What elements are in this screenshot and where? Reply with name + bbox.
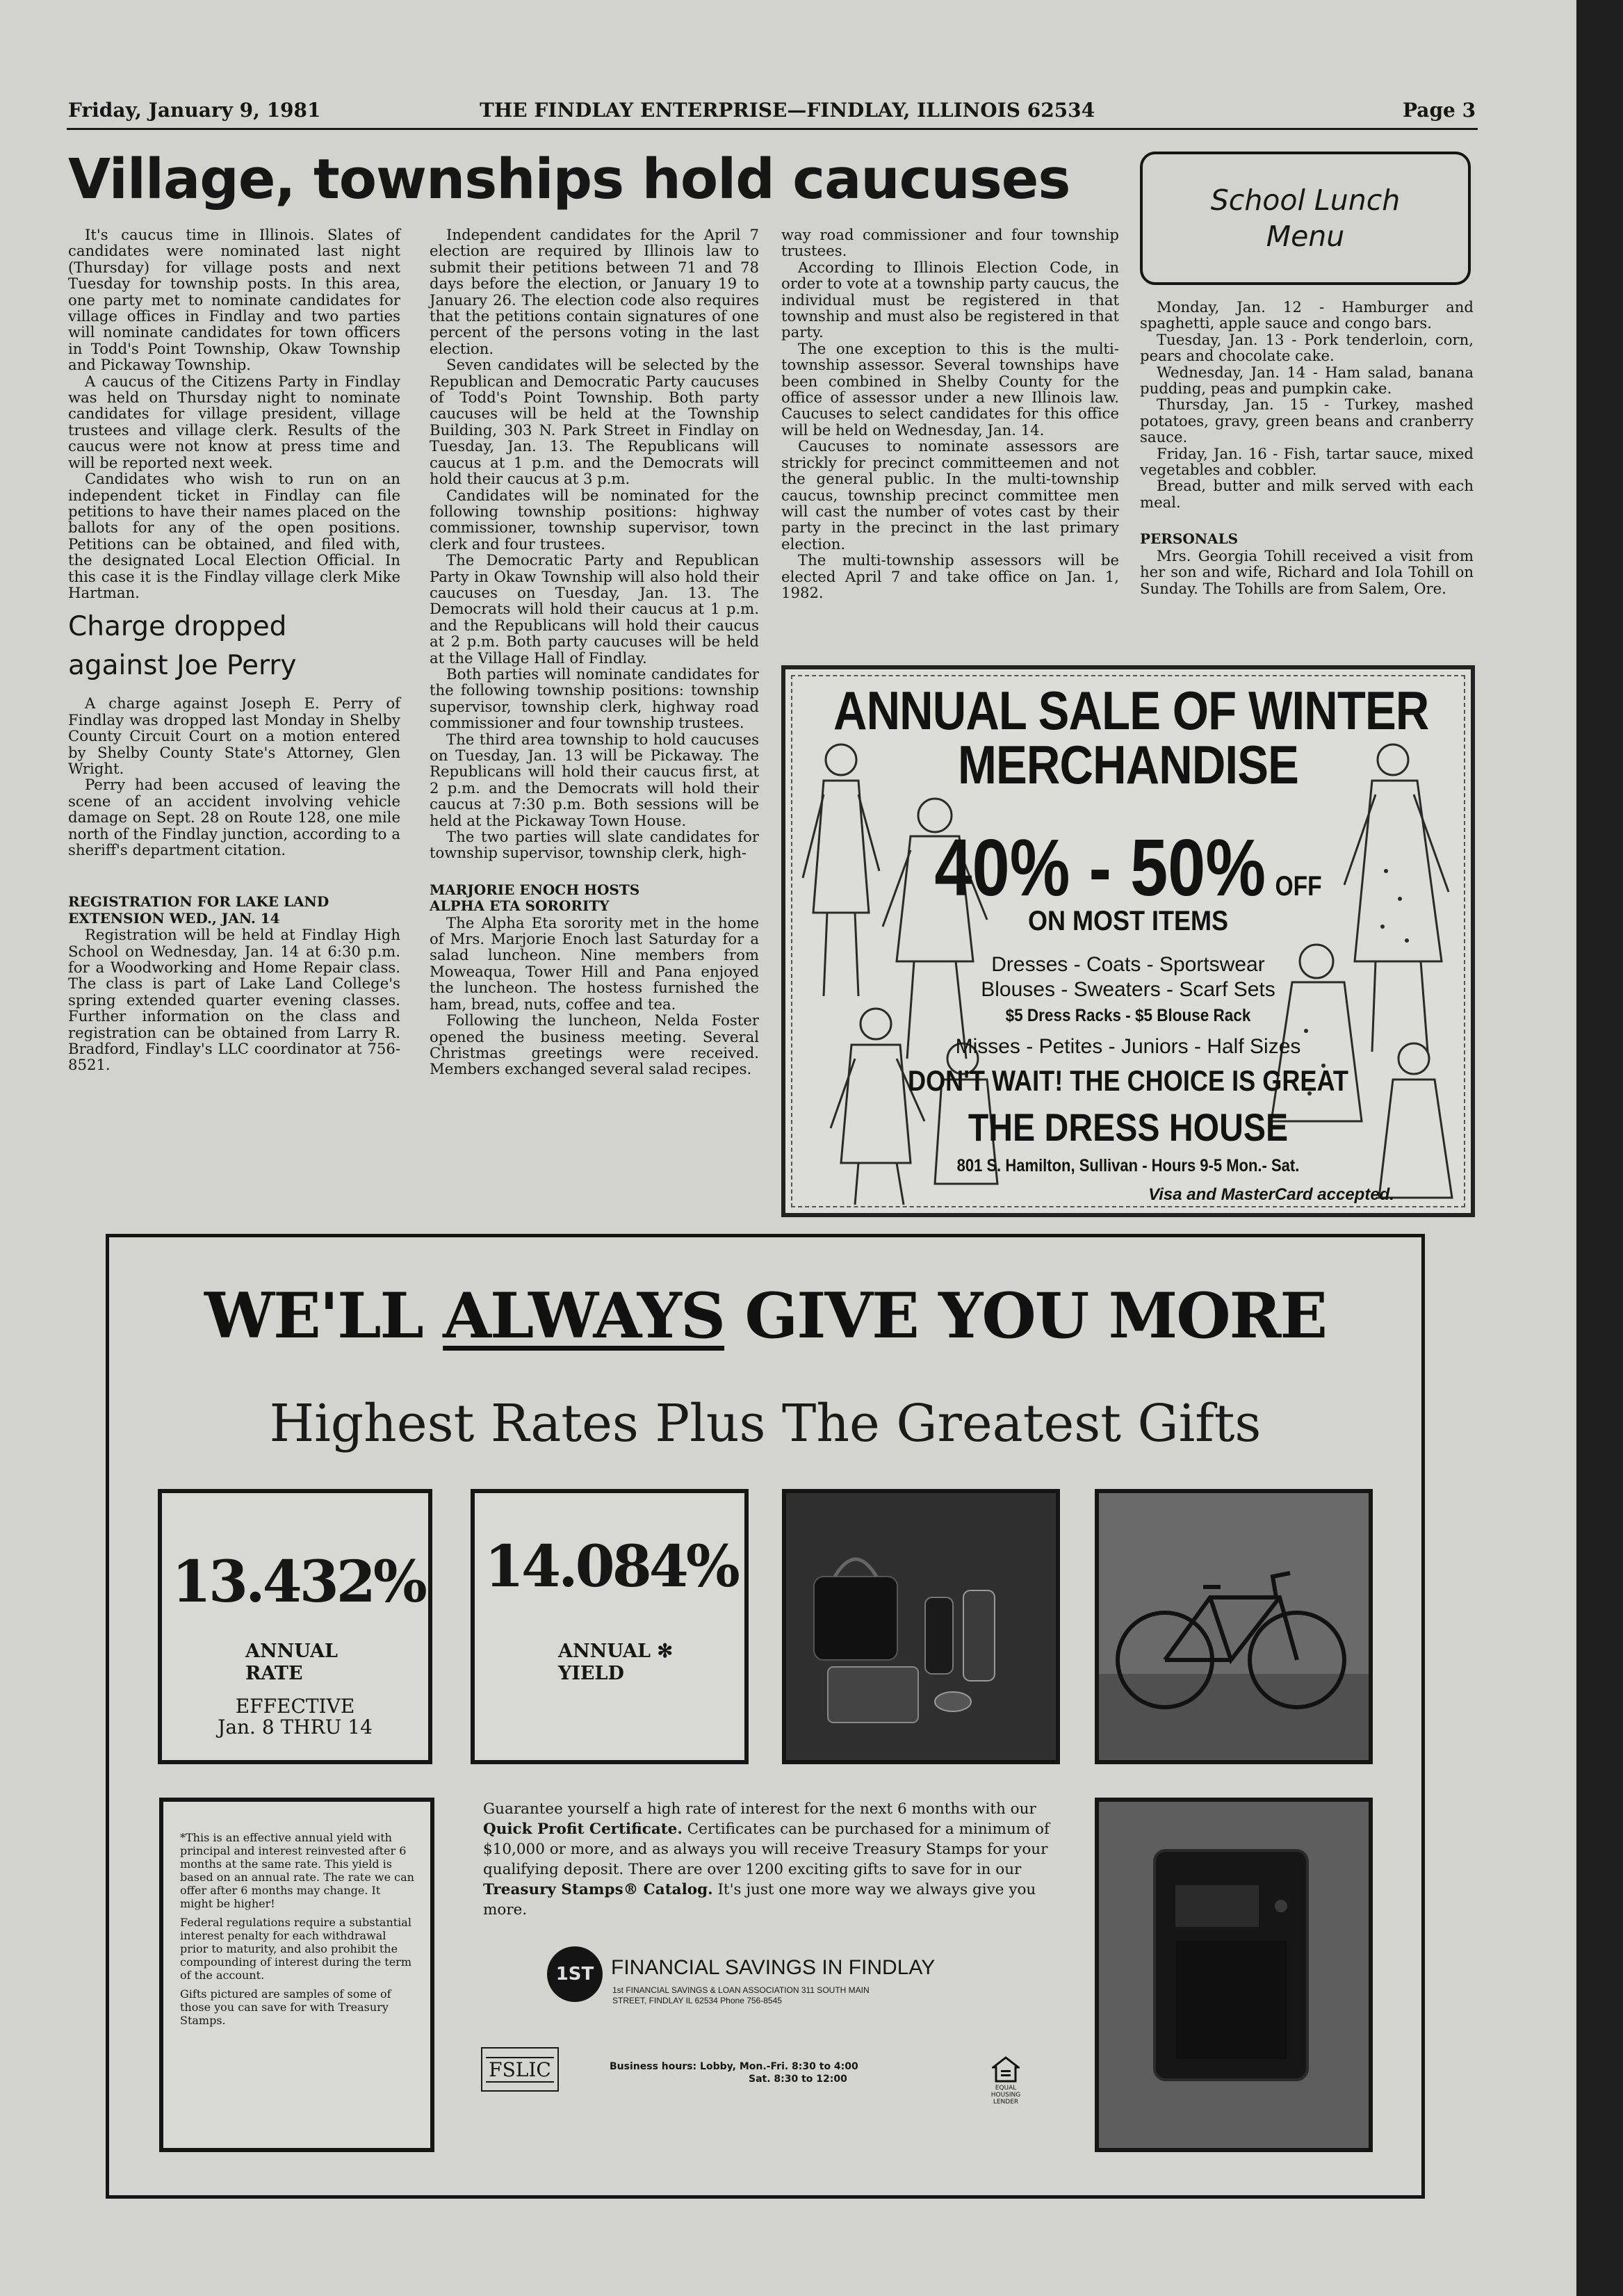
sorority-headline: MARJORIE ENOCH HOSTS ALPHA ETA SORORITY (430, 881, 640, 915)
fslic-text: FSLIC (486, 2057, 554, 2083)
fine-print (180, 1831, 416, 2033)
story-paragraph: Independent candidates for the April 7 election are required by Illinois law to submit their petitions between 71 and 78 days before the election, or January 19 to January 26. The election code also requires that the petitions contain signatures of one percent of the persons voting in the last election. (430, 226, 759, 357)
column-3 (781, 227, 1119, 601)
story-paragraph: Seven candidates will be selected by the Republican and Democratic Party caucuses of Todd's Point Township. Both party caucuses will be held at the Township Building, 303 N. Park Street in Findlay on Tuesday, Jan. 13. The Republicans will caucus at 1 p.m. and the Democrats will hold their caucus at 3 p.m. (430, 356, 759, 488)
annual-rate-box (158, 1489, 432, 1764)
story-paragraph: The multi-township assessors will be elected April 7 and take office on Jan. 1, 1982. (781, 551, 1119, 601)
dress-ad-goods-1: Dresses - Coats - Sportswear (991, 953, 1265, 976)
bank-ad-title: WE'LL ALWAYS GIVE YOU MORE (204, 1279, 1326, 1353)
menu-item: Thursday, Jan. 15 - Turkey, mashed potatoes, gravy, green beans and cranberry sauce. (1140, 396, 1474, 446)
dress-ad-store: THE DRESS HOUSE (968, 1105, 1289, 1149)
dress-ad-racks: $5 Dress Racks - $5 Blouse Rack (1005, 1006, 1251, 1025)
column-2 (430, 227, 759, 1077)
menu-item: Bread, butter and milk served with each meal. (1140, 477, 1474, 511)
perry-headline: Charge dropped against Joe Perry (68, 611, 297, 682)
story-paragraph: The one exception to this is the multi-township assessor. Several townships have been combined in Shelby County for the office of assessor under a new Illinois law. Caucuses to select candidates for this office will be held on Wednesday, Jan. 14. (781, 339, 1119, 439)
personals-heading: PERSONALS (1140, 530, 1239, 548)
dress-ad-goods-2: Blouses - Sweaters - Scarf Sets (981, 978, 1275, 1001)
bank-ad (106, 1234, 1425, 2199)
house-icon (992, 2056, 1020, 2083)
menu-item: Monday, Jan. 12 - Hamburger and spaghetti, apple sauce and congo bars. (1140, 298, 1474, 332)
lunch-menu-title: School Lunch (1210, 184, 1401, 217)
perry-paragraph: A charge against Joseph E. Perry of Findlay was dropped last Monday in Shelby County Circuit Court on a motion entered by Shelby County State's Attorney, Glen Wright. (68, 694, 400, 777)
fine-print-yield: *This is an effective annual yield with principal and interest reinvested after 6 months at the same rate. This yield is based on an annual rate. The rate we can offer after 6 months may change. It might be higher! (180, 1831, 414, 1910)
dress-ad-line2: MERCHANDISE (958, 734, 1298, 795)
lunch-menu-title-box (1140, 152, 1471, 285)
registration-paragraph: Registration will be held at Findlay High School on Wednesday, Jan. 14 at 6:30 p.m. for a Woodworking and Home Repair class. The class is part of Lake Land College's spring extended quarter evening classes. Further information on the class and registration can be obtained from Larry R. Bradford, Findlay's LLC coordinator at 756-8521. (68, 926, 400, 1074)
fine-print-gifts: Gifts pictured are samples of some of those you can save for with Treasury Stamps. (180, 1987, 391, 2027)
equal-housing-lender: EQUAL HOUSING LENDER (985, 2056, 1027, 2106)
dress-house-ad (781, 665, 1475, 1217)
luggage-gift-photo (782, 1489, 1060, 1764)
business-hours: Business hours: Lobby, Mon.-Fri. 8:30 to 4:00 Sat. 8:30 to 12:00 (610, 2061, 858, 2085)
column-4 (1140, 299, 1474, 596)
page-number: Page 3 (1403, 99, 1476, 122)
menu-item: Friday, Jan. 16 - Fish, tartar sauce, mixed vegetables and cobbler. (1140, 444, 1474, 479)
annual-yield-label: ANNUAL ✻ YIELD (558, 1640, 673, 1684)
masthead-rule (67, 128, 1478, 130)
issue-date: Friday, January 9, 1981 (68, 99, 321, 122)
story-paragraph: A caucus of the Citizens Party in Findlay was held on Thursday night to nominate candidates for village president, village trustees and village clerk. Results of the caucus were not know at press time and will be reported next week. (68, 372, 400, 471)
bank-logo-mark: 1ST (555, 1964, 594, 1985)
appliance-icon (1099, 1802, 1369, 2148)
dress-ad-cards: Visa and MasterCard accepted. (1148, 1185, 1394, 1204)
fine-print-box (159, 1798, 434, 2152)
luggage-icon (786, 1493, 1056, 1760)
annual-yield-box (471, 1489, 749, 1764)
menu-item: Wednesday, Jan. 14 - Ham salad, banana pudding, peas and pumpkin cake. (1140, 363, 1474, 398)
story-paragraph: Caucuses to nominate assessors are strickly for precinct committeemen and not the general public. In the multi-township caucus, township precinct committee men will cast the number of votes cast by their party in the precinct in the last primary election. (781, 437, 1119, 553)
dress-ad-address: 801 S. Hamilton, Sullivan - Hours 9-5 Mon.- Sat. (956, 1156, 1300, 1175)
perry-paragraph: Perry had been accused of leaving the scene of an accident involving vehicle damage on Sept. 28 on Route 128, one mile north of the Findlay junction, according to a sheriff's department citation. (68, 776, 400, 858)
story-paragraph: The Democratic Party and Republican Party in Okaw Township will also hold their caucuses on Tuesday, Jan. 13. The Democrats will hold their caucus at 1 p.m. and the Republicans will hold their caucus at 2 p.m. Both party caucuses will be held at the Village Hall of Findlay. (430, 551, 759, 667)
story-paragraph: Candidates will be nominated for the following township positions: highway commissioner, township supervisor, town clerk and four trustees. (430, 486, 759, 553)
bank-address: 1st FINANCIAL SAVINGS & LOAN ASSOCIATION 311 SOUTH MAIN STREET, FINDLAY IL 62534 Phone 756-8545 (612, 1985, 870, 2005)
annual-rate-value: 13.432% (172, 1549, 425, 1615)
story-paragraph: Candidates who wish to run on an independent ticket in Findlay can file petitions to have their names placed on the ballots for any of the open positions. Petitions can be obtained, and filed with, the designated Local Election Official. In this case it is the Findlay village clerk Mike Hartman. (68, 470, 400, 601)
fslic-logo (481, 2047, 559, 2092)
bank-name: FINANCIAL SAVINGS IN FINDLAY (611, 1956, 936, 1979)
annual-rate-effective: EFFECTIVE Jan. 8 THRU 14 (218, 1695, 373, 1739)
sorority-paragraph: Following the luncheon, Nelda Foster opened the business meeting. Several Christmas greetings were received. Members exchanged several salad recipes. (430, 1011, 759, 1078)
story-paragraph: It's caucus time in Illinois. Slates of candidates were nominated last night (Thursday) for village posts and next Tuesday for township posts. In this area, one party met to nominate candidates for village offices in Findlay and two parties will nominate candidates for town officers in Todd's Point Township, Okaw Township and Pickaway Township. (68, 226, 400, 374)
dress-ad-most-items: ON MOST ITEMS (1028, 906, 1228, 936)
bank-ad-copy: Guarantee yourself a high rate of interest for the next 6 months with our Quick Profit Certificate. Certificates can be purchased for a minimum of $10,000 or more, and as always you will receive Treasury Stamps for your qualifying deposit. There are over 1200 exciting gifts to save for in our Treasury Stamps® Catalog. It's just one more way we always give you more. (483, 1800, 1050, 1919)
personals-text: Mrs. Georgia Tohill received a visit from her son and wife, Richard and Iola Tohill on Sunday. The Tohills are from Salem, Ore. (1140, 546, 1474, 597)
story-paragraph: The third area township to hold caucuses on Tuesday, Jan. 13 will be Pickaway. The Republicans will hold their caucus first, at 2 p.m. and the Democrats will hold their caucus at 7:30 p.m. Both sessions will be held at the Pickaway Town House. (430, 730, 759, 829)
story-paragraph: Both parties will nominate candidates for the following township positions: township supervisor, township clerk, highway road commissioner and four township trustees. (430, 665, 759, 732)
bicycle-gift-photo (1095, 1489, 1373, 1764)
fine-print-penalty: Federal regulations require a substantial interest penalty for each withdrawal prior to maturity, and also prohibit the compounding of interest during the term of the account. (180, 1916, 411, 1982)
dress-ad-urge: DON'T WAIT! THE CHOICE IS GREAT (907, 1064, 1348, 1097)
annual-rate-label: ANNUAL RATE (245, 1640, 338, 1684)
bank-logo (547, 1946, 603, 2002)
dress-ad-sizes: Misses - Petites - Juniors - Half Sizes (955, 1035, 1301, 1058)
story-paragraph: The two parties will slate candidates for township supervisor, township clerk, high- (430, 828, 759, 862)
column-1 (68, 227, 400, 1073)
registration-headline: REGISTRATION FOR LAKE LAND EXTENSION WED., JAN. 14 (68, 893, 329, 927)
lunch-menu-title-2: Menu (1266, 220, 1345, 253)
menu-item: Tuesday, Jan. 13 - Pork tenderloin, corn, pears and chocolate cake. (1140, 330, 1474, 365)
dress-ad-discount: 40% - 50% OFF (934, 822, 1322, 913)
main-headline: Village, townships hold caucuses (68, 147, 1070, 211)
annual-yield-value: 14.084% (484, 1533, 737, 1600)
masthead-title: THE FINDLAY ENTERPRISE—FINDLAY, ILLINOIS 62534 (480, 99, 1095, 122)
appliance-gift-photo (1095, 1798, 1373, 2152)
story-paragraph: According to Illinois Election Code, in order to vote at a township party caucus, the individual must be registered in that township and must also be registered in that party. (781, 258, 1119, 341)
bicycle-icon (1099, 1493, 1369, 1760)
story-paragraph: way road commissioner and four township trustees. (781, 226, 1119, 260)
dress-ad-line1: ANNUAL SALE OF WINTER (833, 680, 1429, 741)
sorority-paragraph: The Alpha Eta sorority met in the home of Mrs. Marjorie Enoch last Saturday for a salad luncheon. Nine members from Moweaqua, Tower Hill and Pana enjoyed the luncheon. The hostess furnished the ham, bread, nuts, coffee and tea. (430, 913, 759, 1013)
bank-ad-subtitle: Highest Rates Plus The Greatest Gifts (269, 1394, 1262, 1454)
